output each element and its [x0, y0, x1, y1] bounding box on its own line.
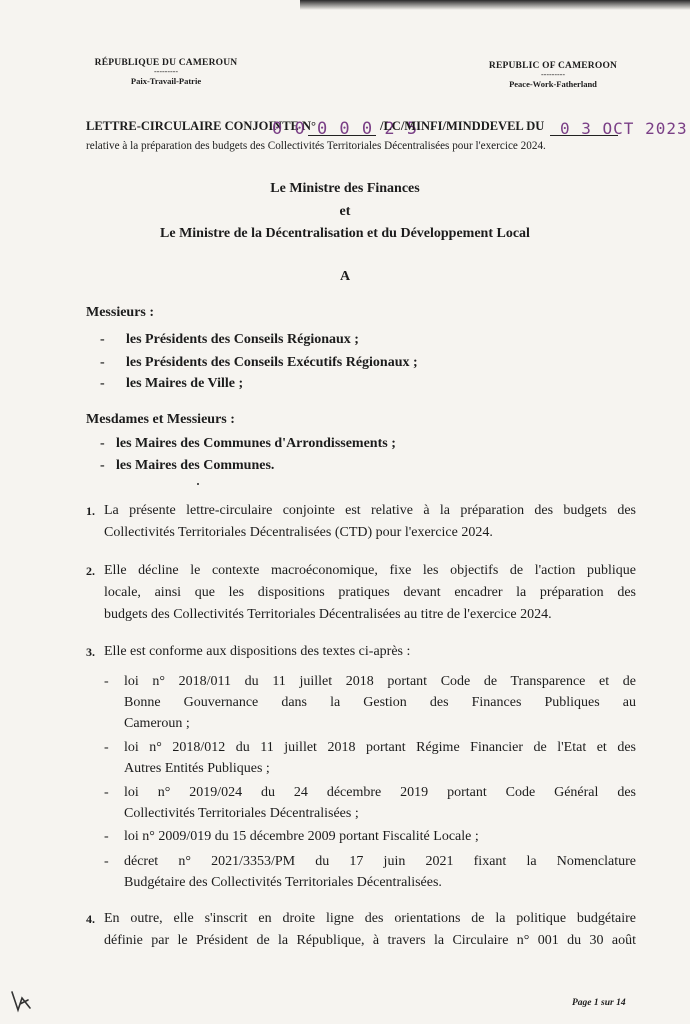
paragraph-number: 3. [86, 645, 95, 659]
header-right-country: REPUBLIC OF CAMEROON [488, 61, 618, 71]
paragraph-line: budgets des Collectivités Territoriales Décentralisées au titre de l'exercice 2024. [104, 607, 552, 622]
list-dash: - [104, 674, 109, 689]
paragraph-line: définie par le Président de la République, à travers la Circulaire n° 001 du 30 août [104, 933, 636, 948]
reference-subject: relative à la préparation des budgets des Collectivités Territoriales Décentralisées pour l'exercice 2024. [86, 140, 546, 152]
addressee-a: A [339, 269, 351, 284]
reference-prefix: LETTRE-CIRCULAIRE CONJOINTE N° [86, 119, 317, 133]
list-dash: - [100, 376, 105, 391]
ink-speck [197, 483, 199, 485]
recipient-text: les Présidents des Conseils Exécutifs Régionaux ; [126, 355, 418, 370]
header-left-separator: --------- [154, 67, 178, 76]
author-1: Le Ministre des Finances [270, 181, 420, 196]
paragraph-line: locale, ainsi que les dispositions pratiques devant encadrer la préparation des [104, 585, 636, 600]
header-left-country: RÉPUBLIQUE DU CAMEROUN [94, 58, 238, 68]
reference-middle: /LC/MINFI/MINDDEVEL DU [380, 119, 545, 133]
paragraph-line: Elle décline le contexte macroéconomique, fixe les objectifs de l'action publique [104, 563, 636, 578]
legal-text-line: décret n° 2021/3353/PM du 17 juin 2021 fixant la Nomenclature [124, 854, 636, 869]
legal-text-line: loi n° 2009/019 du 15 décembre 2009 portant Fiscalité Locale ; [124, 829, 479, 844]
recipient-text: les Maires de Ville ; [126, 376, 244, 391]
list-dash: - [104, 785, 109, 800]
recipient-text: les Maires des Communes d'Arrondissements ; [116, 436, 396, 451]
legal-text-line: loi n° 2018/011 du 11 juillet 2018 portant Code de Transparence et de [124, 674, 636, 689]
paragraph-line: Elle est conforme aux dispositions des textes ci-après : [104, 644, 411, 659]
header-left [86, 58, 246, 86]
legal-text-line: loi n° 2019/024 du 24 décembre 2019 portant Code Général des [124, 785, 636, 800]
legal-text-line: loi n° 2018/012 du 11 juillet 2018 portant Régime Financier de l'Etat et des [124, 740, 636, 755]
paragraph-line: La présente lettre-circulaire conjointe est relative à la préparation des budgets des [104, 503, 636, 518]
legal-text-line: Autres Entités Publiques ; [124, 761, 270, 776]
list-dash: - [104, 829, 109, 844]
paragraph-number: 2. [86, 564, 95, 578]
legal-text-line: Collectivités Territoriales Décentralisées ; [124, 806, 359, 821]
list-dash: - [100, 458, 105, 473]
list-dash: - [104, 740, 109, 755]
paragraph-number: 1. [86, 504, 95, 518]
paragraph-line: En outre, elle s'inscrit en droite ligne des orientations de la politique budgétaire [104, 911, 636, 926]
legal-text-line: Cameroun ; [124, 716, 190, 731]
author-and: et [339, 204, 351, 219]
list-dash: - [100, 355, 105, 370]
recipients-group2-title: Mesdames et Messieurs : [86, 412, 235, 427]
stamped-number: 0 0 0 0 0 2 5 [272, 119, 419, 139]
recipients-group1-title: Messieurs : [86, 305, 155, 320]
scan-edge-shadow [300, 0, 690, 10]
paragraph-line: Collectivités Territoriales Décentralisées (CTD) pour l'exercice 2024. [104, 525, 493, 540]
header-right-motto: Peace-Work-Fatherland [509, 79, 597, 89]
list-dash: - [104, 854, 109, 869]
initial-mark-icon [8, 988, 34, 1016]
header-right [478, 61, 628, 89]
legal-text-line: Bonne Gouvernance dans la Gestion des Finances Publiques au [124, 695, 636, 710]
recipient-text: les Maires des Communes. [116, 458, 275, 473]
page-number: Page 1 sur 14 [572, 998, 626, 1008]
header-left-motto: Paix-Travail-Patrie [130, 76, 202, 86]
author-2: Le Ministre de la Décentralisation et du Développement Local [160, 226, 530, 241]
header-right-separator: --------- [541, 70, 565, 79]
stamped-date: 0 3 OCT 2023 [560, 119, 688, 138]
paragraph-number: 4. [86, 912, 95, 926]
reference-line [86, 117, 688, 139]
list-dash: - [100, 332, 105, 347]
legal-text-line: Budgétaire des Collectivités Territoriales Décentralisées. [124, 875, 442, 890]
recipient-text: les Présidents des Conseils Régionaux ; [126, 332, 359, 347]
list-dash: - [100, 436, 105, 451]
